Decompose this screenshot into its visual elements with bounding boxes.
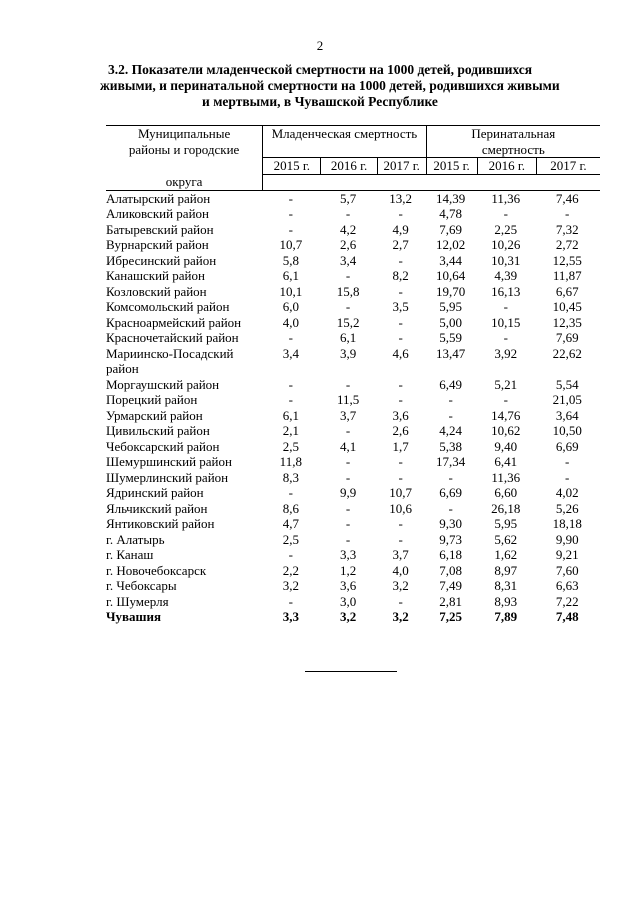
table-row [106, 392, 600, 408]
row-value: 9,9 [339, 485, 357, 500]
row-value: 17,34 [435, 454, 466, 469]
row-value: 5,26 [555, 500, 579, 516]
header-municipality [106, 126, 263, 175]
row-value: 11,87 [552, 268, 582, 283]
row-value: - [398, 593, 403, 609]
row-name [106, 330, 263, 346]
row-value: 8,6 [282, 500, 299, 516]
page-number: 2 [316, 38, 324, 53]
row-name-line: Яльчикский район [106, 500, 208, 516]
row-value: 8,93 [494, 593, 518, 609]
row-value: - [345, 454, 351, 469]
row-value: - [345, 206, 351, 221]
row-name-line: Чувашия [106, 609, 162, 624]
row-value: - [345, 268, 351, 283]
row-value: 3,92 [494, 345, 518, 361]
table-row [106, 563, 600, 579]
row-name-line: г. Алатырь [106, 531, 165, 547]
row-value: 3,2 [392, 578, 409, 593]
row-value: - [345, 469, 351, 485]
row-name-line: Порецкий район [106, 392, 198, 407]
table-row [106, 578, 600, 594]
row-value: 22,62 [552, 345, 582, 361]
header-year: 2017 г. [377, 158, 426, 175]
row-value: 10,1 [279, 283, 303, 299]
row-value: - [448, 500, 453, 516]
row-value: - [398, 206, 403, 221]
row-name-line: Канашский район [106, 268, 205, 283]
row-value: 3,9 [339, 345, 357, 361]
header-municipality-line-3: округа [106, 174, 263, 190]
table-row [106, 516, 600, 532]
row-value: 3,4 [282, 345, 299, 361]
row-value: 2,6 [392, 423, 409, 438]
row-name-line: Цивильский район [106, 423, 210, 438]
row-name [106, 222, 263, 238]
row-value: 10,64 [435, 268, 466, 283]
table-row [106, 501, 600, 517]
row-value: - [288, 593, 293, 609]
row-value: - [398, 531, 403, 547]
row-value: 7,46 [555, 190, 579, 206]
row-name-line: г. Чебоксары [106, 578, 177, 593]
row-value: - [345, 376, 351, 392]
table-row-total [106, 609, 600, 625]
row-value: 3,7 [392, 547, 409, 562]
header-year: 2015 г. [263, 158, 321, 175]
row-value: 7,48 [555, 609, 579, 624]
row-value: - [398, 376, 403, 392]
row-name-line: Аликовский район [106, 206, 209, 221]
row-value: - [398, 469, 403, 485]
row-name [106, 501, 263, 517]
row-value: - [448, 392, 453, 407]
row-value: - [398, 392, 403, 407]
row-value: 3,3 [282, 609, 299, 624]
row-name [106, 268, 263, 284]
row-value: 6,67 [555, 283, 579, 299]
row-value: - [398, 252, 403, 268]
row-value: 6,60 [494, 485, 518, 500]
row-value: 2,72 [555, 237, 579, 252]
row-value: 10,6 [389, 500, 413, 516]
row-name-line: Чебоксарский район [106, 438, 220, 454]
table-row [106, 206, 600, 222]
row-value: 2,1 [282, 423, 299, 438]
table-row [106, 330, 600, 346]
row-value: 8,3 [282, 469, 299, 485]
row-value: 7,32 [555, 221, 579, 237]
row-value: 6,18 [439, 547, 462, 562]
row-value: 11,36 [491, 190, 521, 206]
table-row [106, 190, 600, 206]
table-row [106, 547, 600, 563]
row-value: - [503, 392, 508, 407]
header-municipality-line-2: районы и городские [128, 141, 240, 157]
row-value: 9,40 [494, 438, 518, 454]
row-name-line: Алатырский район [106, 190, 211, 206]
row-value: 5,8 [282, 252, 299, 268]
row-value: 19,70 [435, 283, 466, 299]
header-perinatal-mortality [426, 126, 600, 158]
row-value: - [503, 206, 508, 221]
footer-rule [305, 671, 397, 672]
row-value: - [288, 206, 293, 221]
row-name-line: район [106, 361, 139, 376]
table-title [100, 62, 560, 110]
row-value: 6,41 [494, 454, 518, 469]
row-value: 4,6 [392, 345, 409, 361]
row-name-line: Шумерлинский район [106, 469, 229, 485]
row-name [106, 563, 263, 579]
row-value: 3,64 [555, 407, 579, 423]
row-name [106, 408, 263, 424]
row-value: 3,44 [439, 252, 462, 268]
row-value: 6,1 [282, 268, 299, 283]
table-row [106, 454, 600, 470]
row-name-line: Комсомольский район [106, 299, 230, 314]
row-name [106, 253, 263, 269]
table-row [106, 284, 600, 300]
header-municipality-line-1: Муниципальные [137, 126, 231, 141]
row-value: 3,6 [392, 407, 409, 423]
row-value: 13,2 [389, 190, 413, 206]
row-value: 7,69 [439, 221, 462, 237]
row-name [106, 454, 263, 470]
row-name-line: г. Новочебоксарск [106, 562, 207, 578]
title-line-2: живыми, и перинатальной смертности на 1000 детей, родившихся живыми [100, 78, 560, 93]
row-name [106, 485, 263, 501]
table-body [106, 190, 600, 625]
row-value: - [345, 531, 351, 547]
title-line-3: и мертвыми, в Чувашской Республике [202, 94, 438, 109]
row-name [106, 423, 263, 439]
row-name-line: Шемуршинский район [106, 454, 232, 469]
row-name [106, 532, 263, 548]
header-perinatal-line-1: Перинатальная [471, 126, 556, 141]
header-year: 2016 г. [477, 158, 536, 175]
row-value: 8,31 [494, 578, 518, 593]
row-value: 3,0 [339, 593, 357, 609]
row-value: 3,5 [392, 299, 409, 314]
table-row [106, 408, 600, 424]
row-value: 26,18 [491, 500, 521, 516]
row-value: 9,90 [555, 531, 579, 547]
row-value: 2,5 [282, 438, 299, 454]
row-value: - [288, 190, 293, 206]
row-value: 9,21 [555, 547, 579, 562]
row-value: 2,7 [392, 237, 409, 252]
row-value: 7,08 [439, 562, 462, 578]
header-year: 2016 г. [321, 158, 377, 175]
row-value: 4,39 [494, 268, 518, 283]
row-name-line: Вурнарский район [106, 237, 209, 252]
row-value: - [288, 376, 293, 392]
row-name-line: Моргаушский район [106, 376, 220, 392]
row-value: - [503, 299, 508, 314]
row-value: 4,0 [282, 314, 299, 330]
row-name [106, 470, 263, 486]
table-row [106, 532, 600, 548]
row-value: 6,0 [282, 299, 299, 314]
row-value: 6,1 [282, 407, 299, 423]
row-value: - [448, 469, 453, 485]
row-value: 3,4 [339, 252, 357, 268]
row-value: 6,1 [339, 330, 357, 345]
mortality-table [106, 125, 600, 625]
row-value: 6,69 [555, 438, 579, 454]
row-value: 12,02 [435, 237, 466, 252]
row-value: 3,7 [339, 407, 357, 423]
row-value: 3,2 [282, 578, 299, 593]
row-name [106, 594, 263, 610]
row-value: 4,0 [392, 562, 409, 578]
row-value: 2,2 [282, 562, 299, 578]
row-value: - [345, 500, 351, 516]
table-row [106, 237, 600, 253]
table-row [106, 315, 600, 331]
row-value: 2,5 [282, 531, 299, 547]
table-row [106, 346, 600, 377]
row-value: - [565, 206, 570, 221]
row-name [106, 547, 263, 563]
row-value: - [448, 407, 453, 423]
row-name-line: Батыревский район [106, 221, 214, 237]
row-value: - [288, 330, 293, 345]
row-value: 4,02 [555, 485, 579, 500]
row-value: 10,62 [491, 423, 521, 438]
row-value: - [503, 330, 508, 345]
row-name [106, 609, 263, 625]
row-name [106, 190, 263, 206]
row-value: 10,7 [389, 485, 413, 500]
row-name [106, 284, 263, 300]
header-perinatal-line-2: смертность [481, 141, 545, 157]
row-value: 6,63 [555, 578, 579, 593]
row-value: 4,24 [439, 423, 462, 438]
row-value: 6,69 [439, 485, 462, 500]
header-spacer [263, 174, 600, 190]
row-value: - [345, 423, 351, 438]
row-value: 16,13 [491, 283, 521, 299]
row-value: 5,7 [339, 190, 357, 206]
table-row [106, 423, 600, 439]
row-value: 7,25 [439, 609, 462, 624]
row-name-line: Ибресинский район [106, 252, 217, 268]
row-value: 7,69 [555, 330, 579, 345]
row-value: 15,2 [336, 314, 360, 330]
row-value: - [398, 516, 403, 531]
row-name-line: Козловский район [106, 283, 207, 299]
row-value: 7,89 [494, 609, 518, 624]
row-value: 2,25 [494, 221, 518, 237]
row-name-line: Красноармейский район [106, 314, 242, 330]
table-row [106, 253, 600, 269]
row-value: 8,97 [494, 562, 518, 578]
row-value: 7,49 [439, 578, 462, 593]
row-value: - [398, 330, 403, 345]
row-name [106, 299, 263, 315]
row-value: 2,6 [339, 237, 357, 252]
row-value: - [565, 469, 570, 485]
table-row [106, 377, 600, 393]
row-value: 5,54 [555, 376, 579, 392]
table-row [106, 470, 600, 486]
row-value: 1,2 [339, 562, 357, 578]
row-name-line: г. Канаш [106, 547, 154, 562]
row-value: 4,2 [339, 221, 357, 237]
row-name-line: Урмарский район [106, 407, 203, 423]
row-value: - [398, 283, 403, 299]
row-value: 10,26 [491, 237, 521, 252]
row-value: 4,7 [282, 516, 299, 531]
row-value: 10,50 [552, 423, 582, 438]
row-name [106, 516, 263, 532]
row-name [106, 392, 263, 408]
row-value: 3,2 [392, 609, 409, 624]
row-value: - [288, 392, 293, 407]
row-value: 18,18 [552, 516, 582, 531]
row-value: - [398, 314, 403, 330]
row-value: 4,78 [439, 206, 462, 221]
row-value: 7,22 [555, 593, 579, 609]
header-year: 2015 г. [426, 158, 477, 175]
row-value: 11,5 [336, 392, 360, 407]
row-value: 1,7 [392, 438, 409, 454]
row-name [106, 578, 263, 594]
row-value: 1,62 [494, 547, 518, 562]
header-infant-mortality: Младенческая смертность [263, 126, 426, 158]
row-value: 11,8 [279, 454, 302, 469]
row-value: 9,73 [439, 531, 462, 547]
row-value: 10,31 [491, 252, 521, 268]
row-value: 5,59 [439, 330, 462, 345]
row-value: - [398, 454, 403, 469]
row-value: - [345, 299, 351, 314]
row-value: - [288, 547, 293, 562]
row-name [106, 377, 263, 393]
row-value: 5,21 [494, 376, 518, 392]
row-value: 5,95 [439, 299, 462, 314]
row-value: 2,81 [439, 593, 462, 609]
row-value: - [345, 516, 351, 531]
row-name [106, 439, 263, 455]
row-value: - [288, 221, 293, 237]
row-value: 7,60 [555, 562, 579, 578]
row-value: 11,36 [491, 469, 521, 485]
row-value: 12,55 [552, 252, 582, 268]
row-value: 10,15 [491, 314, 521, 330]
row-name [106, 206, 263, 222]
row-value: 14,39 [435, 190, 466, 206]
row-value: 5,62 [494, 531, 518, 547]
row-value: 3,2 [339, 609, 357, 624]
row-value: 15,8 [336, 283, 360, 299]
row-name [106, 346, 263, 377]
row-value: 21,05 [552, 392, 582, 407]
row-value: 10,45 [552, 299, 582, 314]
header-year: 2017 г. [536, 158, 600, 175]
row-value: 4,9 [392, 221, 409, 237]
table-row [106, 222, 600, 238]
row-name-line: Янтиковский район [106, 516, 215, 531]
row-value: 8,2 [392, 268, 409, 283]
title-line-1: 3.2. Показатели младенческой смертности на 1000 детей, родившихся [107, 62, 533, 77]
row-name-line: г. Шумерля [106, 593, 169, 609]
row-value: 3,6 [339, 578, 357, 593]
row-value: 5,95 [494, 516, 518, 531]
table-row [106, 299, 600, 315]
row-value: 13,47 [435, 345, 466, 361]
row-name-line: Ядринский район [106, 485, 204, 500]
row-value: - [565, 454, 570, 469]
row-value: 6,49 [439, 376, 462, 392]
table-row [106, 485, 600, 501]
row-value: 4,1 [339, 438, 357, 454]
row-value: 14,76 [491, 407, 521, 423]
table-row [106, 268, 600, 284]
row-value: 9,30 [439, 516, 462, 531]
row-value: 3,3 [339, 547, 357, 562]
row-value: 5,38 [439, 438, 462, 454]
row-value: 10,7 [279, 237, 303, 252]
row-name-line: Мариинско-Посадский [106, 345, 234, 361]
row-value: 12,35 [552, 314, 582, 330]
row-value: 5,00 [439, 314, 462, 330]
row-name [106, 315, 263, 331]
table-row [106, 439, 600, 455]
row-value: - [288, 485, 293, 500]
row-name-line: Красночетайский район [106, 330, 239, 345]
table-row [106, 594, 600, 610]
row-name [106, 237, 263, 253]
